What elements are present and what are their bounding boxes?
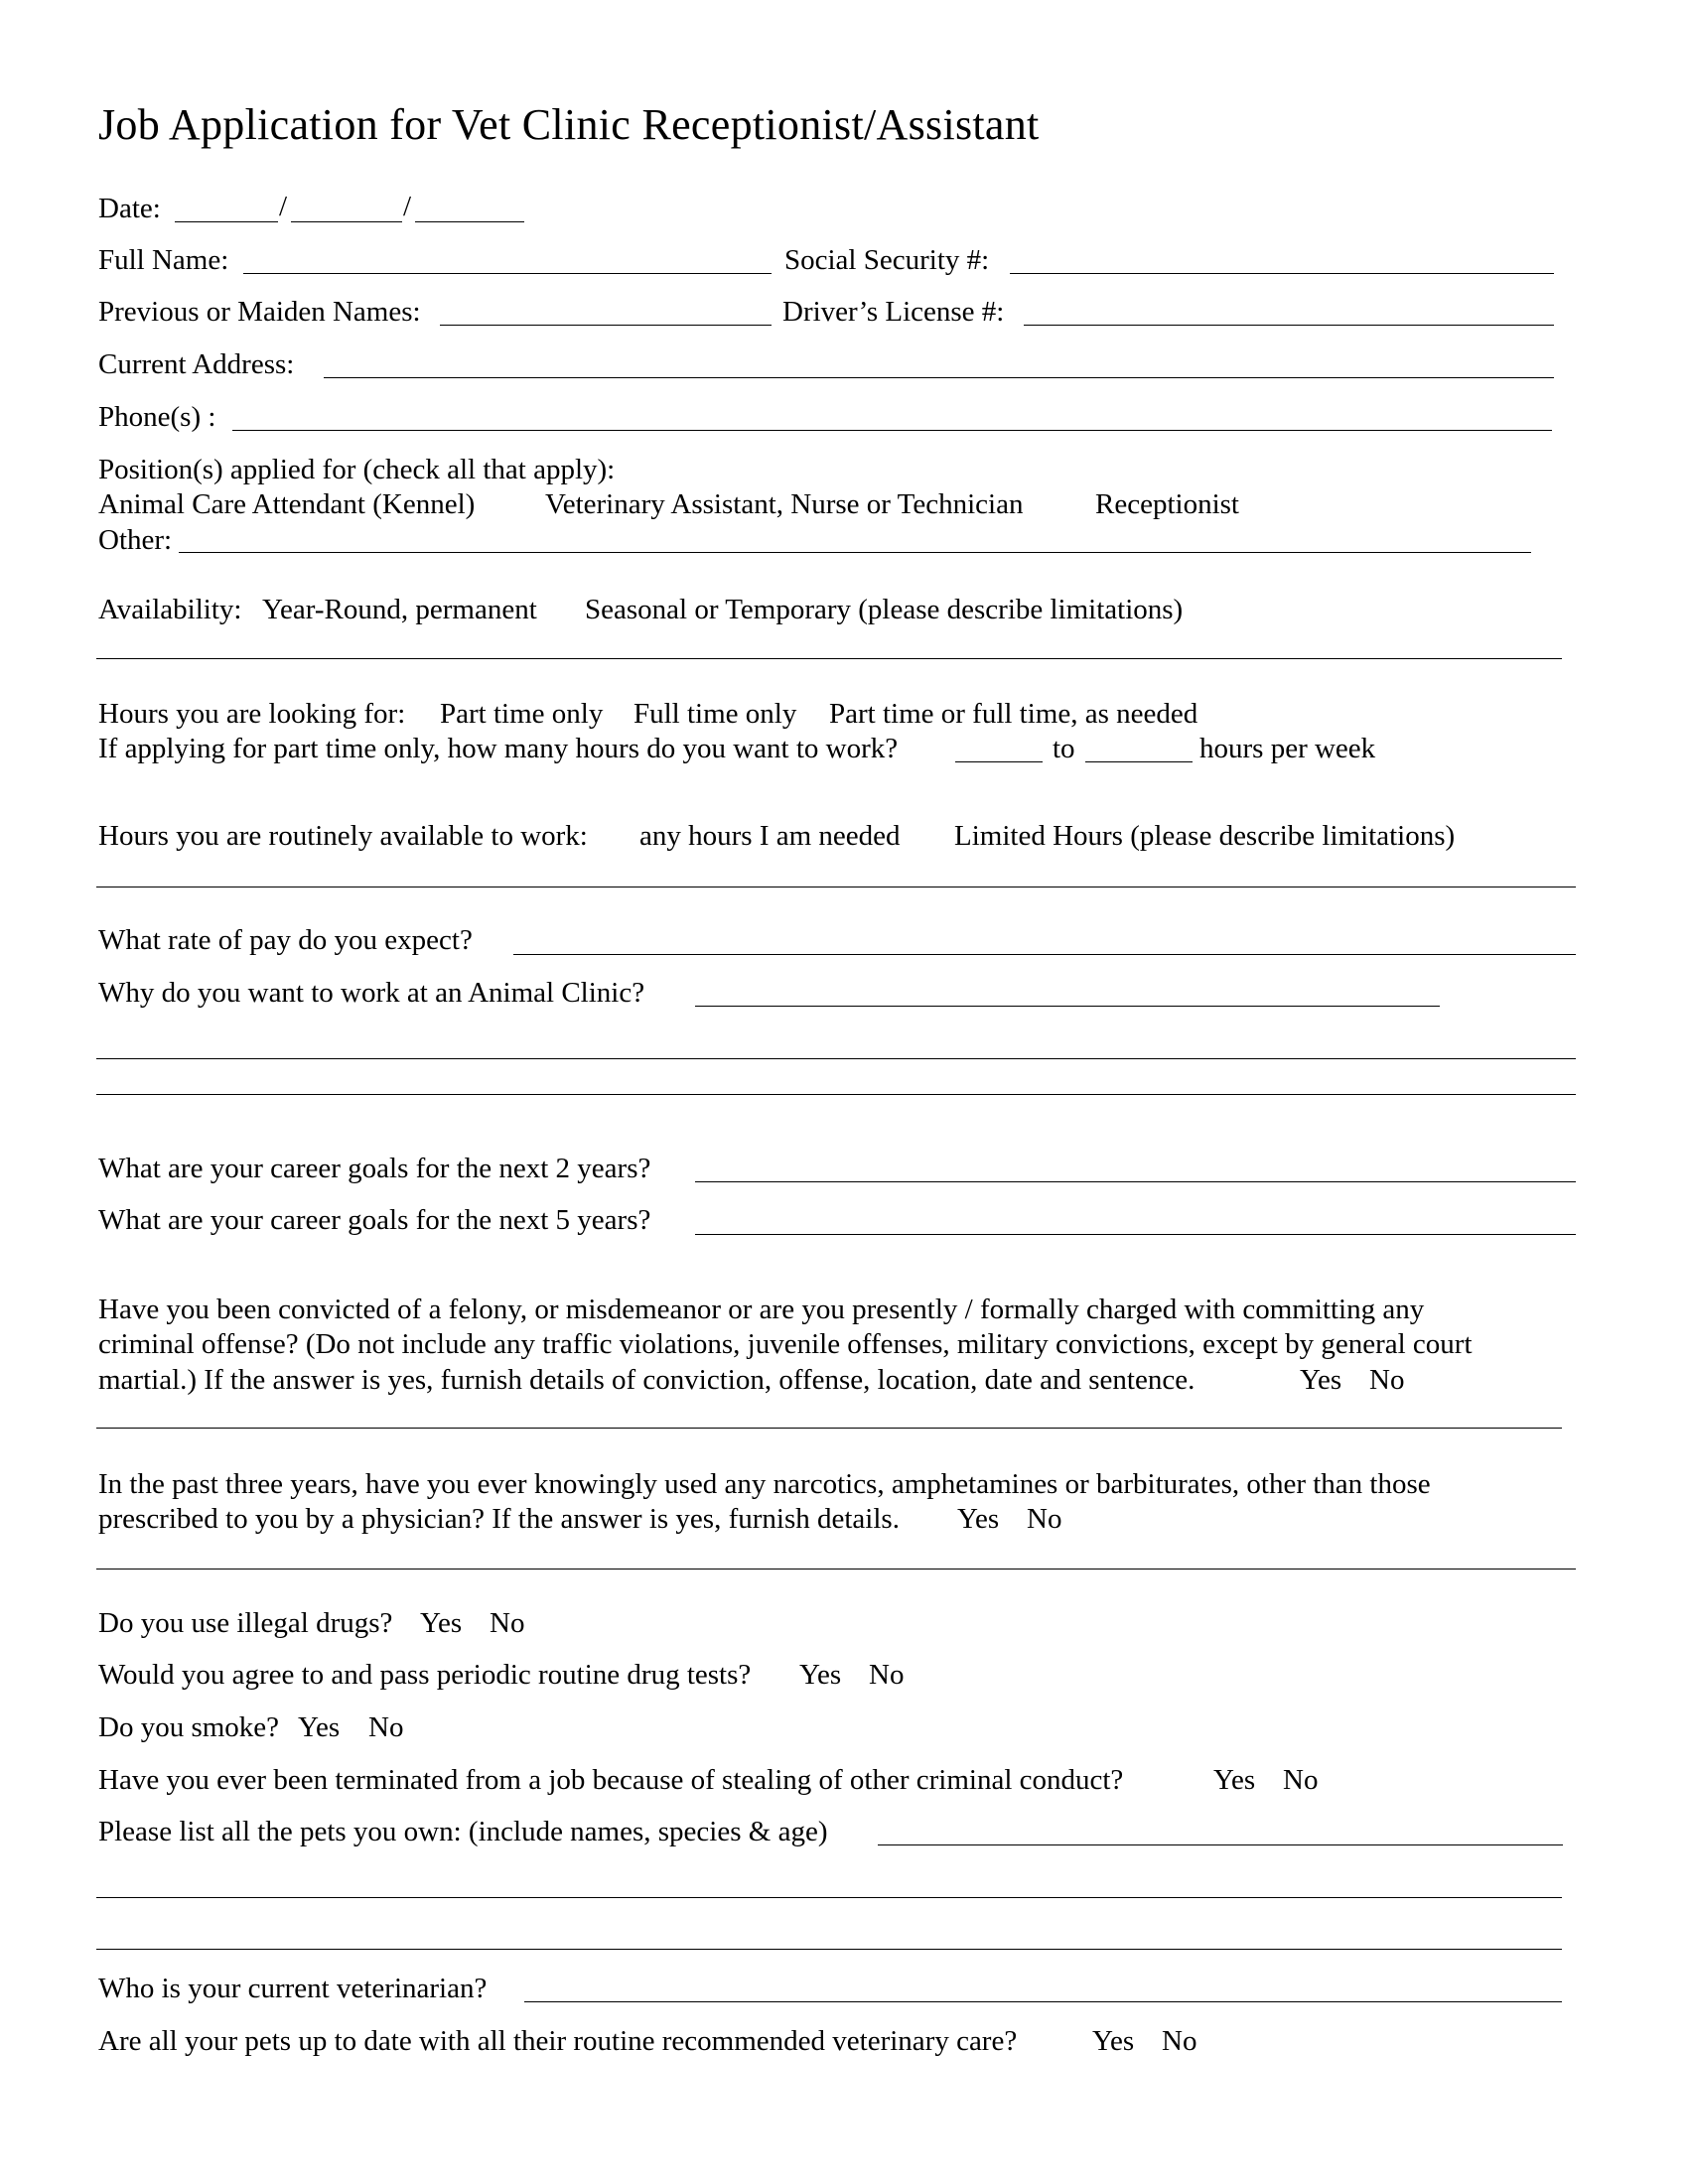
hours-option-any[interactable]: any hours I am needed [639, 820, 901, 852]
date-separator: / [279, 191, 288, 222]
smoke-no-option[interactable]: No [368, 1711, 404, 1743]
terminated-yes-option[interactable]: Yes [1213, 1764, 1256, 1796]
drug-tests-question: Would you agree to and pass periodic routine drug tests? [98, 1659, 752, 1691]
goals-5-question: What are your career goals for the next 5 years? [98, 1204, 651, 1236]
ssn-label: Social Security #: [784, 244, 990, 276]
felony-yes-option[interactable]: Yes [1300, 1364, 1342, 1396]
previous-names-label: Previous or Maiden Names: [98, 296, 421, 328]
felony-question-line-3: martial.) If the answer is yes, furnish details of conviction, offense, location, date and sentence. [98, 1364, 1196, 1396]
narcotics-no-option[interactable]: No [1027, 1503, 1062, 1535]
pets-field-line-3[interactable] [96, 1949, 1562, 1950]
felony-question-line-1: Have you been convicted of a felony, or misdemeanor or are you presently / formally charged with committing any [98, 1294, 1425, 1325]
hours-option-either[interactable]: Part time or full time, as needed [829, 698, 1198, 730]
full-name-field[interactable] [243, 273, 772, 274]
date-day-field[interactable] [291, 221, 402, 222]
availability-option-permanent[interactable]: Year-Round, permanent [262, 594, 537, 625]
illegal-drugs-yes-option[interactable]: Yes [420, 1607, 463, 1639]
drivers-license-field[interactable] [1024, 325, 1554, 326]
hours-available-label: Hours you are routinely available to work: [98, 820, 588, 852]
why-clinic-field-line-2[interactable] [96, 1058, 1576, 1059]
date-separator: / [403, 191, 412, 222]
availability-option-seasonal[interactable]: Seasonal or Temporary (please describe limitations) [585, 594, 1184, 625]
previous-names-field[interactable] [440, 325, 772, 326]
pay-field[interactable] [513, 954, 1576, 955]
hours-option-limited[interactable]: Limited Hours (please describe limitations) [954, 820, 1456, 852]
narcotics-yes-option[interactable]: Yes [957, 1503, 1000, 1535]
full-name-label: Full Name: [98, 244, 229, 276]
narcotics-question-line-2: prescribed to you by a physician? If the answer is yes, furnish details. [98, 1503, 900, 1535]
drug-tests-yes-option[interactable]: Yes [799, 1659, 842, 1691]
illegal-drugs-no-option[interactable]: No [490, 1607, 525, 1639]
pets-care-question: Are all your pets up to date with all their routine recommended veterinary care? [98, 2025, 1018, 2057]
why-clinic-field-line-3[interactable] [96, 1094, 1576, 1095]
illegal-drugs-question: Do you use illegal drugs? [98, 1607, 393, 1639]
felony-no-option[interactable]: No [1369, 1364, 1405, 1396]
date-year-field[interactable] [415, 221, 524, 222]
felony-question-line-2: criminal offense? (Do not include any traffic violations, juvenile offenses, military convictions, except by general court [98, 1328, 1473, 1360]
narcotics-question-line-1: In the past three years, have you ever knowingly used any narcotics, amphetamines or barbiturates, other than those [98, 1468, 1431, 1500]
max-hours-field[interactable] [1085, 761, 1193, 762]
positions-prompt: Position(s) applied for (check all that apply): [98, 454, 616, 485]
hours-option-full-time[interactable]: Full time only [633, 698, 797, 730]
position-option-receptionist[interactable]: Receptionist [1095, 488, 1239, 520]
pets-field[interactable] [878, 1844, 1563, 1845]
phones-label: Phone(s) : [98, 401, 216, 433]
drivers-license-label: Driver’s License #: [782, 296, 1005, 328]
pets-field-line-2[interactable] [96, 1897, 1562, 1898]
vet-field[interactable] [524, 2001, 1562, 2002]
to-word: to [1053, 733, 1075, 764]
current-address-label: Current Address: [98, 348, 295, 380]
date-label: Date: [98, 193, 161, 224]
other-position-label: Other: [98, 524, 173, 556]
hours-option-part-time[interactable]: Part time only [440, 698, 604, 730]
position-option-vet-assistant[interactable]: Veterinary Assistant, Nurse or Technician [545, 488, 1024, 520]
page-title: Job Application for Vet Clinic Receptionist/Assistant [98, 100, 1040, 149]
pets-question: Please list all the pets you own: (include names, species & age) [98, 1816, 828, 1847]
goals-2-question: What are your career goals for the next 2 years? [98, 1153, 651, 1184]
min-hours-field[interactable] [955, 761, 1043, 762]
pets-care-no-option[interactable]: No [1162, 2025, 1197, 2057]
narcotics-details-field[interactable] [96, 1569, 1576, 1570]
date-month-field[interactable] [175, 221, 278, 222]
availability-label: Availability: [98, 594, 242, 625]
pay-question: What rate of pay do you expect? [98, 924, 473, 956]
ssn-field[interactable] [1010, 273, 1554, 274]
current-address-field[interactable] [324, 377, 1554, 378]
hours-per-week-label: hours per week [1199, 733, 1376, 764]
vet-question: Who is your current veterinarian? [98, 1973, 488, 2004]
why-clinic-field[interactable] [695, 1006, 1440, 1007]
terminated-question: Have you ever been terminated from a job because of stealing of other criminal conduct? [98, 1764, 1124, 1796]
goals-5-field[interactable] [695, 1234, 1576, 1235]
drug-tests-no-option[interactable]: No [869, 1659, 905, 1691]
terminated-no-option[interactable]: No [1283, 1764, 1319, 1796]
part-time-hours-question: If applying for part time only, how many hours do you want to work? [98, 733, 899, 764]
other-position-field[interactable] [179, 552, 1531, 553]
hours-looking-label: Hours you are looking for: [98, 698, 406, 730]
availability-limitations-field[interactable] [96, 658, 1562, 659]
smoke-question: Do you smoke? [98, 1711, 280, 1743]
felony-details-field[interactable] [96, 1428, 1562, 1429]
phones-field[interactable] [232, 430, 1552, 431]
smoke-yes-option[interactable]: Yes [298, 1711, 341, 1743]
why-clinic-question: Why do you want to work at an Animal Clinic? [98, 977, 645, 1009]
goals-2-field[interactable] [695, 1181, 1576, 1182]
position-option-kennel[interactable]: Animal Care Attendant (Kennel) [98, 488, 476, 520]
pets-care-yes-option[interactable]: Yes [1092, 2025, 1135, 2057]
